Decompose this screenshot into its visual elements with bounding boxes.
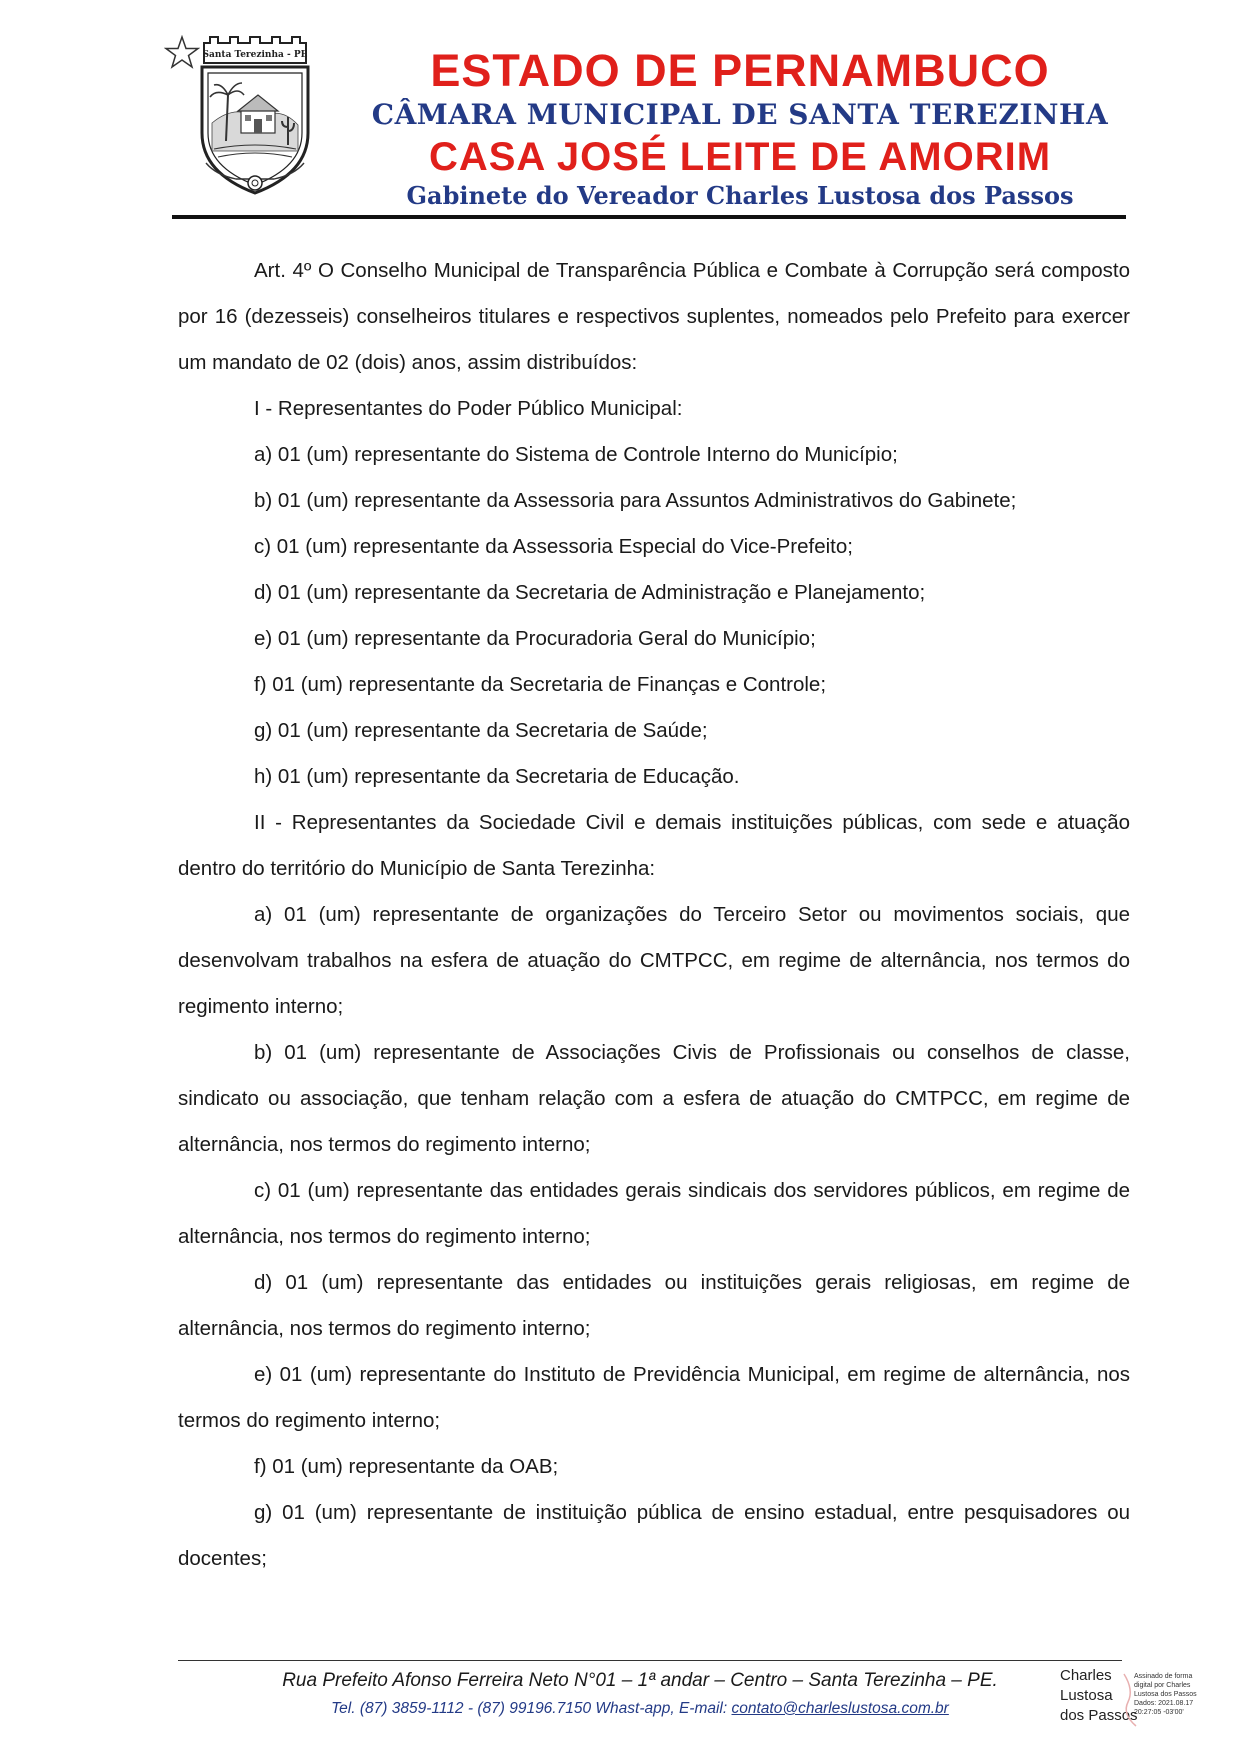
paragraph-item: d) 01 (um) representante da Secretaria de Administração e Planejamento; xyxy=(254,581,926,604)
paragraph-item: e) 01 (um) representante da Procuradoria Geral do Município; xyxy=(254,627,816,650)
paragraph-item: d) 01 (um) representante das entidades ou instituições gerais religiosas, em regime de alternância, nos termos do regimento interno; xyxy=(178,1271,1130,1340)
footer-email-link[interactable]: contato@charleslustosa.com.br xyxy=(731,1700,949,1717)
signature-detail-line: 20:27:05 -03'00' xyxy=(1134,1709,1184,1716)
footer-phones: Tel. (87) 3859-1112 - (87) 99196.7150 Whast-app, E-mail: xyxy=(331,1700,732,1717)
header-house: CASA JOSÉ LEITE DE AMORIM xyxy=(428,135,1052,179)
paragraph-item: a) 01 (um) representante de organizações do Terceiro Setor ou movimentos sociais, que desenvolvam trabalhos na esfera de atuação do CMTPCC, em regime de alternância, nos termos do regimento interno; xyxy=(178,903,1130,1018)
footer-contact xyxy=(250,1697,1030,1721)
star-icon xyxy=(164,35,200,71)
signature-detail-line: Dados: 2021.08.17 xyxy=(1134,1700,1194,1707)
paragraph-item: g) 01 (um) representante da Secretaria de Saúde; xyxy=(254,719,708,742)
paragraph-item: b) 01 (um) representante de Associações Civis de Profissionais ou conselhos de classe, sindicato ou associação, que tenham relação com a esfera de atuação do CMTPCC, em regime de alternância, nos termos do regimento interno; xyxy=(178,1041,1130,1156)
signature-name-line: dos Passos xyxy=(1060,1707,1138,1724)
paragraph-item: c) 01 (um) representante das entidades gerais sindicais dos servidores públicos, em regime de alternância, nos termos do regimento interno; xyxy=(178,1179,1130,1248)
municipal-crest-logo xyxy=(196,33,314,200)
paragraph-item: a) 01 (um) representante do Sistema de Controle Interno do Município; xyxy=(254,443,898,466)
header-office: Gabinete do Vereador Charles Lustosa dos Passos xyxy=(406,181,1074,210)
paragraph-item: b) 01 (um) representante da Assessoria para Assuntos Administrativos do Gabinete; xyxy=(254,489,1017,512)
footer-address: Rua Prefeito Afonso Ferreira Neto N°01 – 1ª andar – Centro – Santa Terezinha – PE. xyxy=(282,1670,998,1691)
paragraph-art4: Art. 4º O Conselho Municipal de Transparência Pública e Combate à Corrupção será composto por 16 (dezesseis) conselheiros titulares e respectivos suplentes, nomeados pelo Prefeito para exercer um mandato de 02 (dois) anos, assim distribuídos: xyxy=(178,259,1130,374)
paragraph-item: c) 01 (um) representante da Assessoria Especial do Vice-Prefeito; xyxy=(254,535,853,558)
paragraph-item: g) 01 (um) representante de instituição pública de ensino estadual, entre pesquisadores ou docentes; xyxy=(178,1501,1130,1570)
signature-name-line: Lustosa xyxy=(1060,1687,1113,1704)
crest-banner-text: Santa Terezinha - PE xyxy=(202,50,308,60)
paragraph-item: f) 01 (um) representante da OAB; xyxy=(254,1455,559,1478)
digital-signature-details xyxy=(1134,1672,1214,1717)
signature-detail-line: Assinado de forma xyxy=(1134,1673,1193,1680)
paragraph-item: f) 01 (um) representante da Secretaria de Finanças e Controle; xyxy=(254,673,827,696)
header-state: ESTADO DE PERNAMBUCO xyxy=(430,45,1050,96)
paragraph-item: h) 01 (um) representante da Secretaria de Educação. xyxy=(254,765,740,788)
header-chamber: CÂMARA MUNICIPAL DE SANTA TEREZINHA xyxy=(371,98,1109,131)
paragraph-item: e) 01 (um) representante do Instituto de Previdência Municipal, em regime de alternância, nos termos do regimento interno; xyxy=(178,1363,1130,1432)
document-body xyxy=(178,248,1130,1582)
signature-detail-line: Lustosa dos Passos xyxy=(1134,1691,1197,1698)
paragraph-section-i: I - Representantes do Poder Público Municipal: xyxy=(254,397,683,420)
header-divider xyxy=(172,215,1126,219)
signature-name-line: Charles xyxy=(1060,1667,1112,1684)
paragraph-section-ii: II - Representantes da Sociedade Civil e demais instituições públicas, com sede e atuação dentro do território do Município de Santa Terezinha: xyxy=(178,811,1130,880)
footer-divider xyxy=(178,1660,1122,1661)
signature-detail-line: digital por Charles xyxy=(1134,1682,1191,1689)
